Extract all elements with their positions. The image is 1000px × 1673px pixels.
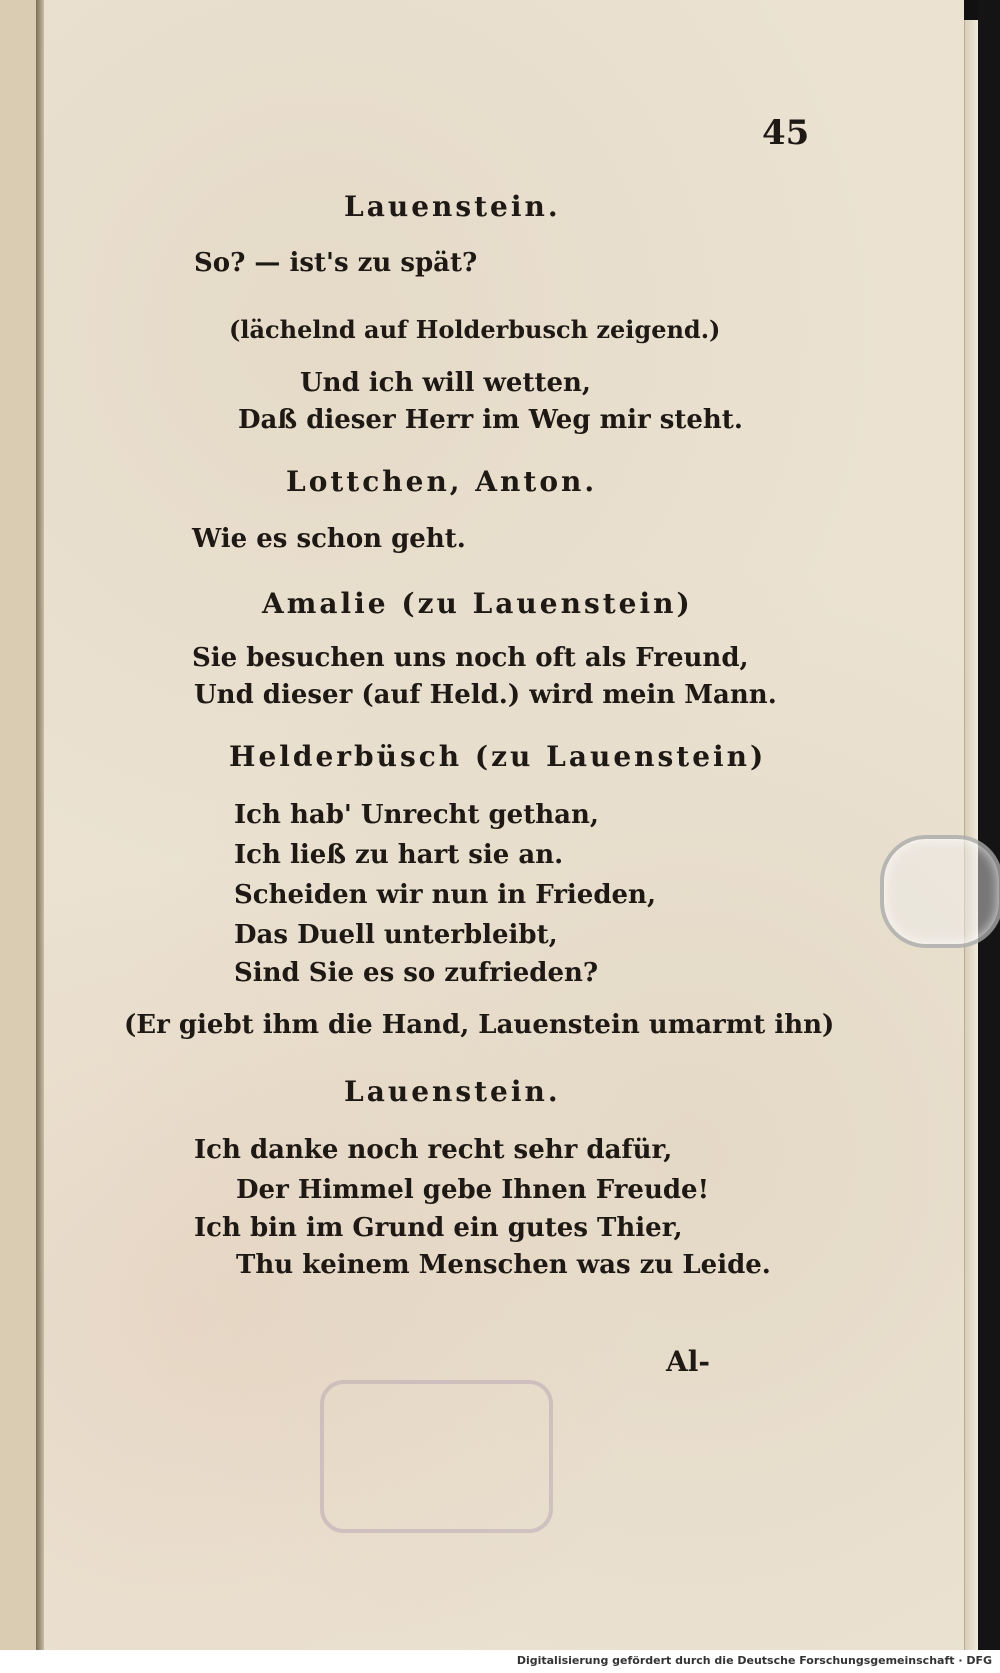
book-spine — [36, 0, 44, 1650]
verse-line: Sind Sie es so zufrieden? — [234, 958, 599, 988]
speaker-heading: Lottchen, Anton. — [286, 465, 598, 498]
speaker-heading: Helderbüsch (zu Lauenstein) — [229, 740, 767, 773]
footer-credit: Digitalisierung gefördert durch die Deutsche Forschungsgemeinschaft · DFG — [516, 1654, 992, 1667]
verse-line: Ich danke noch recht sehr dafür, — [194, 1135, 673, 1165]
stage-direction: (Er giebt ihm die Hand, Lauenstein umarmt ihn) — [124, 1010, 835, 1040]
verse-line: Sie besuchen uns noch oft als Freund, — [192, 643, 749, 673]
speaker-heading: Lauenstein. — [344, 190, 561, 223]
facing-page-edge — [0, 0, 38, 1650]
verse-line: Daß dieser Herr im Weg mir steht. — [238, 405, 743, 435]
verse-line: Ich bin im Grund ein gutes Thier, — [194, 1213, 683, 1243]
verse-line: Und dieser (auf Held.) wird mein Mann. — [194, 680, 777, 710]
verse-line: Wie es schon geht. — [192, 524, 466, 554]
background — [978, 0, 1000, 1650]
verse-line: So? — ist's zu spät? — [194, 248, 478, 278]
page-number: 45 — [762, 113, 810, 153]
verse-line: Der Himmel gebe Ihnen Freude! — [236, 1175, 710, 1205]
catchword: Al- — [666, 1345, 710, 1378]
verse-line: Ich ließ zu hart sie an. — [234, 840, 564, 870]
verse-line: Das Duell unterbleibt, — [234, 920, 558, 950]
speaker-heading: Lauenstein. — [344, 1075, 561, 1108]
stage-direction: (lächelnd auf Holderbusch zeigend.) — [229, 315, 721, 344]
page-clip — [880, 835, 1000, 948]
footer-bar — [0, 1650, 1000, 1673]
verse-line: Thu keinem Menschen was zu Leide. — [236, 1250, 771, 1280]
library-stamp — [320, 1380, 553, 1533]
speaker-heading: Amalie (zu Lauenstein) — [262, 587, 693, 620]
verse-line: Und ich will wetten, — [300, 368, 591, 398]
verse-line: Scheiden wir nun in Frieden, — [234, 880, 657, 910]
verse-line: Ich hab' Unrecht gethan, — [234, 800, 599, 830]
